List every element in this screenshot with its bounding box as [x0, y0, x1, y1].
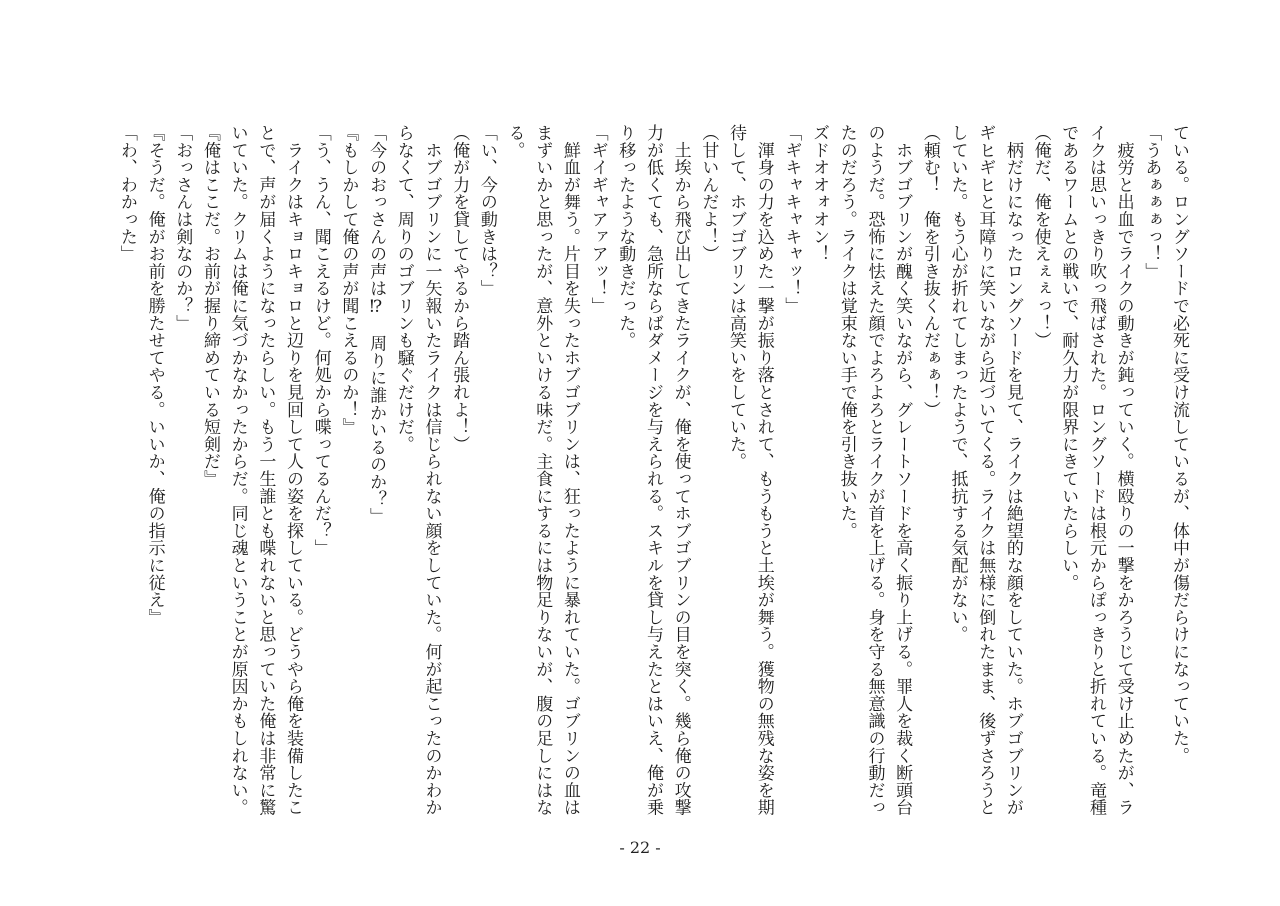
text-line: ギヒギヒと耳障りに笑いながら近づいてくる。ライクは無様に倒れたまま、後ずさろうと — [975, 124, 996, 816]
text-line: 「今のおっさんの声は⁉ 周りに誰かいるのか？」 — [366, 124, 387, 525]
text-line: る。 — [504, 124, 525, 159]
text-line: 渾身の力を込めた一撃が振り落とされて、もうもうと土埃が舞う。獲物の無残な姿を期 — [753, 124, 774, 816]
text-line: 疲労と出血でライクの動きが鈍っていく。横殴りの一撃をかろうじて受け止めたが、ラ — [1113, 124, 1134, 816]
text-line: していた。もう心が折れてしまったようで、抵抗する気配がない。 — [947, 124, 968, 643]
text-line: 『俺はここだ。お前が握り締めている短剣だ』 — [199, 124, 220, 488]
text-line: ホブゴブリンが醜く笑いながら、グレートソードを高く振り上げる。罪人を裁く断頭台 — [892, 124, 913, 816]
text-line: 「う、うん、聞こえるけど。何処から喋ってるんだ？」 — [310, 124, 331, 557]
text-line: らなくて、周りのゴブリンも騒ぐだけだ。 — [393, 124, 414, 453]
text-line: り移ったような動きだった。 — [615, 124, 636, 349]
text-line: 柄だけになったロングソードを見て、ライクは絶望的な顔をしていた。ホブゴブリンが — [1002, 124, 1023, 816]
text-line: 「ギイギャアァアッ！」 — [587, 124, 608, 315]
text-line: たのだろう。ライクは覚束ない手で俺を引き抜いた。 — [836, 124, 857, 540]
text-line: （頼む！ 俺を引き抜くんだぁぁ！） — [919, 124, 940, 419]
text-line: 『そうだ。俺がお前を勝たせてやる。いいか、俺の指示に従え』 — [144, 124, 165, 626]
text-line: イクは思いっきり吹っ飛ばされた。ロングソードは根元からぽっきりと折れている。竜種 — [1085, 124, 1106, 816]
text-line: 「おっさんは剣なのか？」 — [172, 124, 193, 332]
text-line: 「ギキャキャキャッ！」 — [781, 124, 802, 315]
text-line: とで、声が届くようになったらしい。もう一生誰とも喋れないと思っていた俺は非常に驚 — [255, 124, 276, 816]
text-line: いていた。クリムは俺に気づかなかったからだ。同じ魂ということが原因かもしれない。 — [227, 124, 248, 816]
text-line: 「い、今の動きは？」 — [476, 124, 497, 297]
text-line: ホブゴブリンに一矢報いたライクは信じられない顔をしていた。何が起こったのかわか — [421, 124, 442, 816]
text-line: 力が低くても、急所ならばダメージを与えられる。スキルを貸し与えたとはいえ、俺が乗 — [642, 124, 663, 816]
vertical-text-body — [112, 124, 1192, 824]
text-line: のようだ。恐怖に怯えた顔でよろよろとライクが首を上げる。身を守る無意識の行動だっ — [864, 124, 885, 816]
page-number: - 22 - — [619, 838, 661, 857]
text-line: ライクはキョロキョロと辺りを見回して人の姿を探している。どうやら俺を装備したこ — [283, 124, 303, 816]
text-line: （甘いんだよ！） — [698, 124, 719, 263]
text-line: ズドオオォオン！ — [809, 124, 830, 263]
text-line: 土埃から飛び出してきたライクが、俺を使ってホブゴブリンの目を突く。幾ら俺の攻撃 — [670, 124, 691, 816]
text-line: 「わ、わかった」 — [116, 124, 137, 263]
text-line: 『もしかして俺の声が聞こえるのか！』 — [338, 124, 359, 436]
text-line: であるワームとの戦いで、耐久力が限界にきていたらしい。 — [1058, 124, 1079, 592]
text-line: まずいかと思ったが、意外といける味だ。主食にするには物足りないが、腹の足しにはな — [532, 124, 553, 816]
text-line: （俺だ、俺を使えぇぇっ！） — [1030, 124, 1051, 349]
text-line: ている。ロングソードで必死に受け流しているが、体中が傷だらけになっていた。 — [1169, 124, 1189, 765]
text-line: 待して、ホブゴブリンは高笑いをしていた。 — [726, 124, 746, 470]
text-line: 鮮血が舞う。片目を失ったホブゴブリンは、狂ったように暴れていた。ゴブリンの血は — [559, 124, 580, 816]
text-line: 「うあぁぁぁっ！」 — [1141, 124, 1162, 280]
text-line: （俺が力を貸してやるから踏ん張れよ！） — [449, 124, 470, 453]
